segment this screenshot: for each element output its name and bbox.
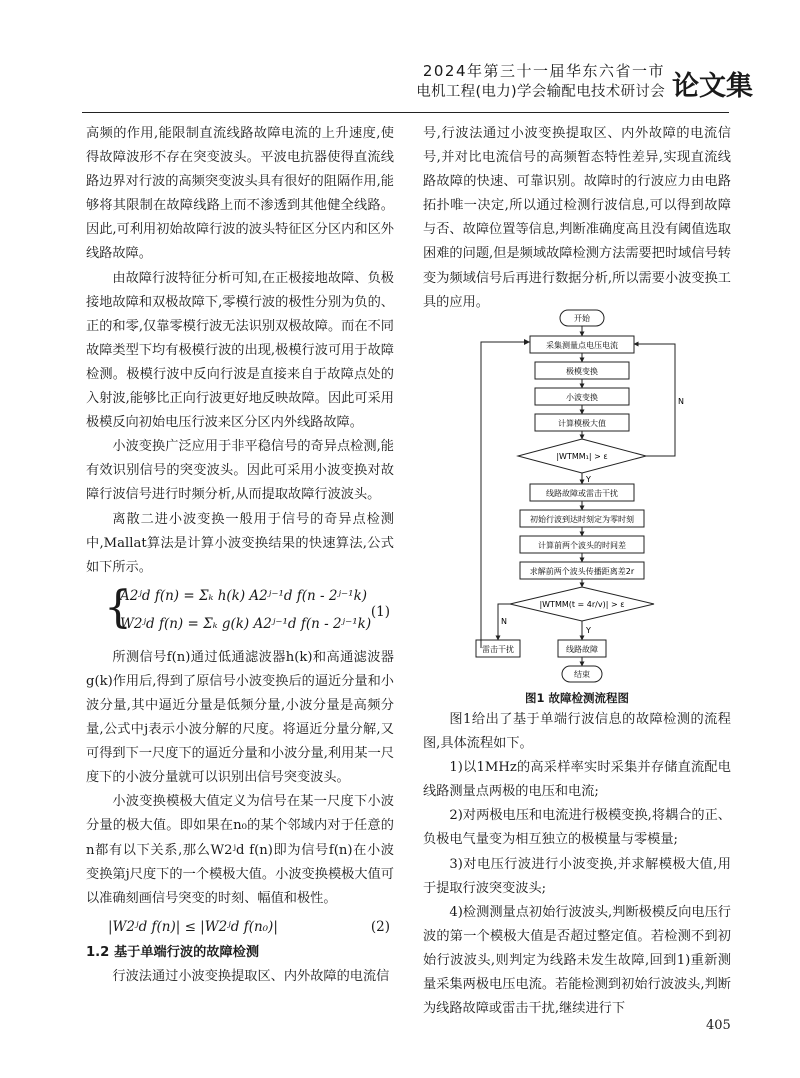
paragraph: 小波变换广泛应用于非平稳信号的奇异点检测,能有效识别信号的突变波头。因此可采用小波变换对故障行波信号进行时频分析,从而提取故障行波波头。 <box>86 439 394 503</box>
flow-node-modal-label: 极模变换 <box>566 367 598 376</box>
flow-node-lightning-label: 雷击干扰 <box>482 645 514 654</box>
flow-end-label: 结束 <box>574 670 590 679</box>
flow-start-label: 开始 <box>574 314 590 323</box>
flow-node-sampling-label: 采集测量点电压电流 <box>546 341 618 350</box>
list-step-2: 2)对两极电压和电流进行极模变换,将耦合的正、负极电气量变为相互独立的极模量与零模量; <box>423 808 731 848</box>
flow-decision-1-label: |WTMM₁| > ε <box>556 452 608 461</box>
paragraph: 由故障行波特征分析可知,在正极接地故障、负极接地故障和双极故障下,零模行波的极性分别为负的、正的和零,仅靠零模行波无法识别双极故障。而在不同故障类型下均有极模行波的出现,极模行波可用于故障检测。极模行波中反向行波是直接来自于故障点处的入射波,能够比正向行波更好地反映故障。因此可采用极模反向初始电压行波来区分区内外线路故障。 <box>86 270 394 431</box>
paragraph: 小波变换模极大值定义为信号在某一尺度下小波分量的极大值。即如果在n₀的某个邻域内对于任意的n都有以下关系,那么W2ʲd f(n)即为信号f(n)在小波变换第j尺度下的一个模极大值。小波变换模极大值可以准确刻画信号突变的时刻、幅值和极性。 <box>86 794 394 906</box>
equation-brace: { <box>104 581 132 633</box>
flow-no-label-2: N <box>501 617 507 626</box>
paragraph: 所测信号f(n)通过低通滤波器h(k)和高通滤波器g(k)作用后,得到了原信号小波变换后的逼近分量和小波分量,其中逼近分量是低频分量,小波分量是高频分量,公式中j表示小波分解的尺度。将逼近分量分解,又可得到下一尺度下的逼近分量和小波分量,利用某一尺度下的小波分量就可以识别出信号突变波头。 <box>86 649 394 786</box>
flow-node-fault-or-lightning-label: 线路故障或雷击干扰 <box>546 489 618 498</box>
flow-no-label: N <box>678 397 684 406</box>
paragraph: 高频的作用,能限制直流线路故障电流的上升速度,使得故障波形不存在突变波头。平波电抗器使得直流线路边界对行波的高频突变波头具有很好的阻隔作用,能够将其限制在故障线路上而不渗透到其他健全线路。因此,可利用初始故障行波的波头特征区分区内和区外线路故障。 <box>86 126 394 262</box>
flow-node-distance-diff-label: 求解前两个波头传播距离差2r <box>529 567 635 576</box>
page-number: 405 <box>706 1018 731 1033</box>
flow-yes-label: Y <box>586 475 591 484</box>
flow-decision-2-label: |WTMM(t = 4r/v)| > ε <box>539 600 625 609</box>
equation-2-body: |W2ʲd f(n)| ≤ |W2ʲd f(n₀)| <box>108 918 278 935</box>
equation-1-row-1: A2ʲd f(n) = Σₖ h(k) A2ʲ⁻¹d f(n - 2ʲ⁻¹k) <box>120 587 368 604</box>
section-heading: 1.2 基于单端行波的故障检测 <box>86 944 260 960</box>
flow-node-modmax-label: 计算模极大值 <box>558 419 606 428</box>
paragraph: 图1给出了基于单端行波信息的故障检测的流程图,具体流程如下。 <box>423 712 731 752</box>
paragraph: 号,行波法通过小波变换提取区、内外故障的电流信号,并对比电流信号的高频暂态特性差异,实现直流线路故障的快速、可靠识别。故障时的行波应力由电路拓扑唯一决定,所以通过检测行波信息,可以得到故障与否、故障位置等信息,判断准确度高且没有阈值选取困难的问题,但是频域故障检测方法需要把时域信号转变为频域信号后再进行数据分析,所以需要小波变换工具的应用。 <box>423 126 731 310</box>
figure-caption: 图1 故障检测流程图 <box>524 691 629 705</box>
right-column-bottom <box>423 708 731 1021</box>
equation-1-row-2: W2ʲd f(n) = Σₖ g(k) A2ʲ⁻¹d f(n - 2ʲ⁻¹k) <box>120 615 372 632</box>
flow-node-line-fault-label: 线路故障 <box>566 645 598 654</box>
flow-node-time-diff-label: 计算前两个波头的时间差 <box>538 541 626 550</box>
list-step-1: 1)以1MHz的高采样率实时采集并存储直流配电线路测量点两极的电压和电流; <box>423 760 731 800</box>
equation-number: (1) <box>370 603 390 620</box>
flow-node-wavelet-label: 小波变换 <box>566 393 598 402</box>
list-step-3: 3)对电压行波进行小波变换,并求解模极大值,用于提取行波突变波头; <box>423 856 731 896</box>
header-proceedings-mark: 论文集 <box>672 71 753 102</box>
equation-number: (2) <box>370 918 390 935</box>
header-conference-subtitle: 电机工程(电力)学会输配电技术研讨会 <box>416 84 665 100</box>
list-step-4: 4)检测测量点初始行波波头,判断极模反向电压行波的第一个模极大值是否超过整定值。若检测不到初始行波波头,则判定为线路未发生故障,回到1)重新测量采集两极电压电流。若能检测到初始行波波头,判断为线路故障或雷击干扰,继续进行下 <box>423 904 731 1017</box>
header-conference-title: 2024年第三十一届华东六省一市 <box>422 62 665 80</box>
paragraph: 行波法通过小波变换提取区、内外故障的电流信 <box>112 968 390 984</box>
paragraph: 离散二进小波变换一般用于信号的奇异点检测中,Mallat算法是计算小波变换结果的快速算法,公式如下所示。 <box>86 511 394 575</box>
flow-node-zero-time-label: 初始行波到达时刻定为零时刻 <box>530 515 634 524</box>
flow-yes-label-2: Y <box>586 626 591 635</box>
